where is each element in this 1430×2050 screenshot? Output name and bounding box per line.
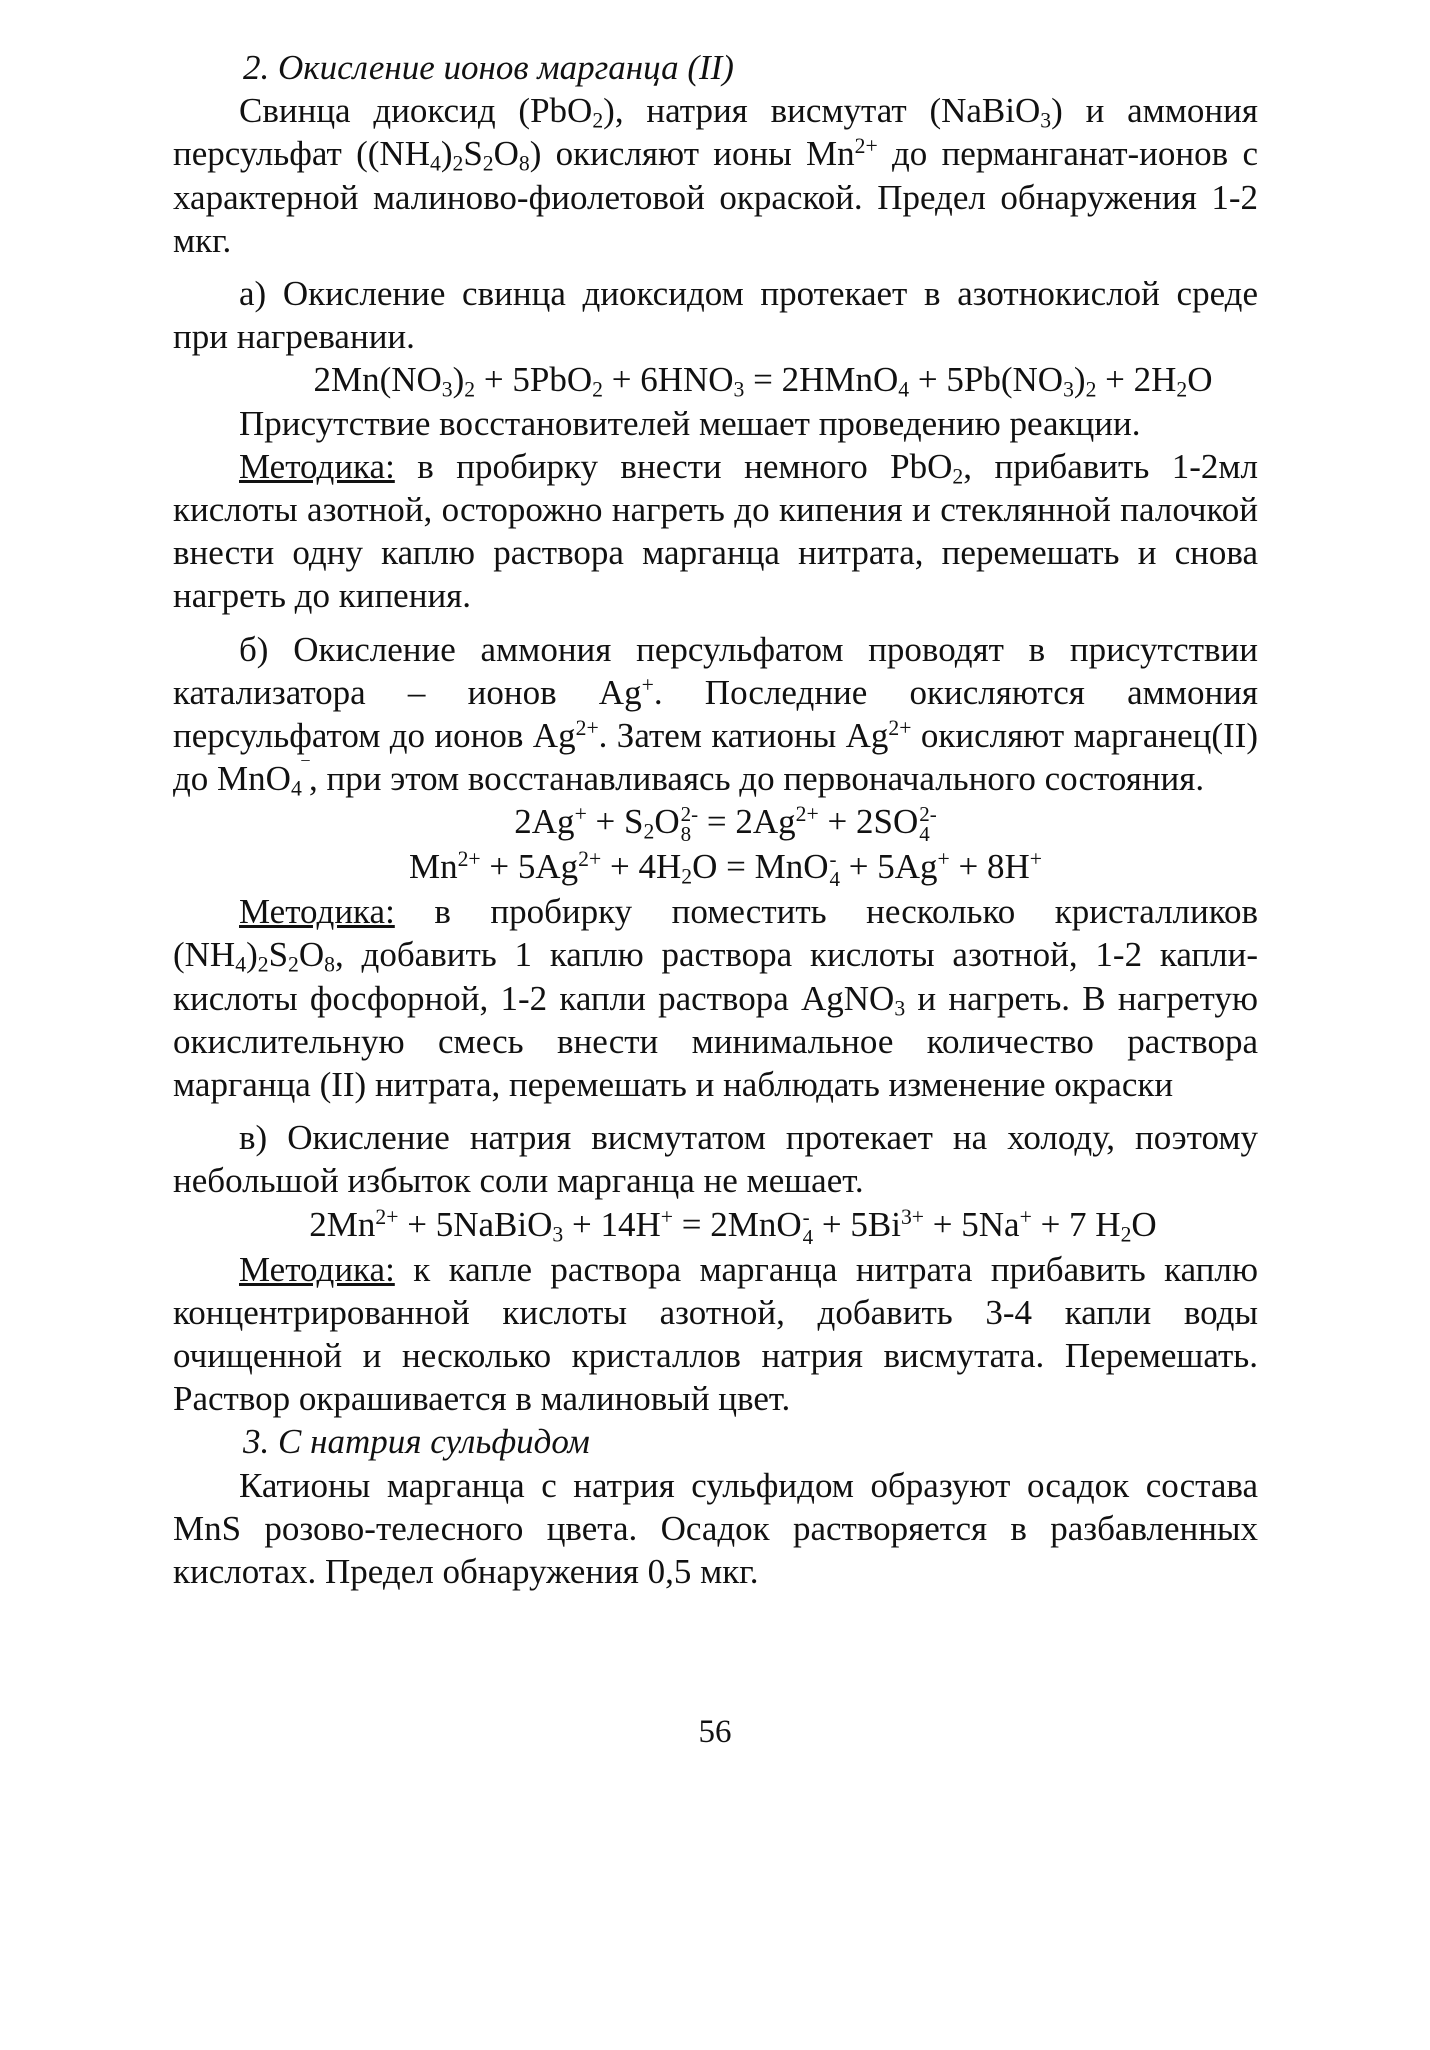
equation-manganese-silver: $Mn^{2+} + 5Ag^{2+} + 4H_2O$ = MnO - 4 + 5Ag+ + 8H+ (408, 847, 1043, 892)
paragraph-a: а) Окисление свинца диоксидом протекает в азотнокислой среде при нагревании. (173, 274, 1258, 357)
method-label: Методика: (239, 446, 395, 486)
paragraph-b: б) Окисление аммония персульфатом проводят в присутствии катализатора – ионов Ag+. Последние окисляются аммония персульфатом до ионов $Ag^{2+}$. Затем катионы $Ag^{2+}$ окисляют марганец(II) до MnO$_4$‾, при этом восстанавливаясь до первоначального состояния. (173, 629, 1259, 801)
paragraph-v: в) Окисление натрия висмутатом протекает на холоду, поэтому небольшой избыток соли марганца не мешает. (173, 1118, 1258, 1201)
text-block (173, 46, 1258, 1593)
equation-bismuthate: $2Mn^{2+}$ + 5NaBiO$_3$ + 14H+ = 2MnO - 4 + $5Bi^{3+} + 5Na^+ + 7$ $H_2O$ (309, 1204, 1157, 1249)
heading-oxidation-manganese: 2. Окисление ионов марганца (II) (243, 48, 734, 87)
equation-lead-dioxide: $2Mn(NO_3)_2 + 5PbO_2 + 6HNO_3$ = 2HMnO$_4$ + $5Pb(NO_3)_2 + 2H_2O$ (313, 360, 1213, 402)
paragraph-reducers: Присутствие восстановителей мешает проведению реакции. (239, 403, 1141, 443)
paragraph-sulfide: Катионы марганца с натрия сульфидом образуют осадок состава MnS розово-телесного цвета. Осадок растворяется в разбавленных кислотах. Предел обнаружения 0,5 мкг. (173, 1465, 1258, 1592)
method-label: Методика: (239, 1249, 395, 1289)
paragraph-intro: Свинца диоксид (PbO$_2$), натрия висмутат (NaBiO$_3$) и аммония персульфат $((NH_4)_2S_2O_8)$ окисляют ионы $Mn^{2+}$ до перманганат-ионов с характерной малиново-фиолетовой окраской. Предел обнаружения 1-2 мкг. (173, 91, 1258, 260)
method-label: Методика: (239, 892, 395, 932)
method-persulfate: Методика: в пробирку поместить несколько кристалликов $(NH_4)_2S_2O_8$, добавить 1 каплю раствора кислоты азотной, 1-2 капли-кислоты фосфорной, 1-2 капли раствора AgNO$_3$ и нагреть. В нагретую окислительную смесь внести минимальное количество раствора марганца (II) нитрата, перемешать и наблюдать изменение окраски (173, 892, 1258, 1105)
method-bismuthate: Методика: к капле раствора марганца нитрата прибавить каплю концентрированной кислоты азотной, добавить 3-4 капли воды очищенной и несколько кристаллов натрия висмутата. Перемешать. Раствор окрашивается в малиновый цвет. (173, 1249, 1258, 1419)
equation-silver-persulfate: $2Ag^+ + S_2O$ 2- 8 = $2Ag^{2+} + 2SO$ 2- 4 (514, 802, 937, 847)
heading-sodium-sulfide: 3. С натрия сульфидом (243, 1422, 590, 1462)
page-number: 56 (698, 1714, 732, 1750)
method-lead-dioxide: Методика: в пробирку внести немного PbO$_2$, прибавить 1-2мл кислоты азотной, осторожно нагреть до кипения и стеклянной палочкой внести одну каплю раствора марганца нитрата, перемешать и снова нагреть до кипения. (173, 446, 1258, 616)
